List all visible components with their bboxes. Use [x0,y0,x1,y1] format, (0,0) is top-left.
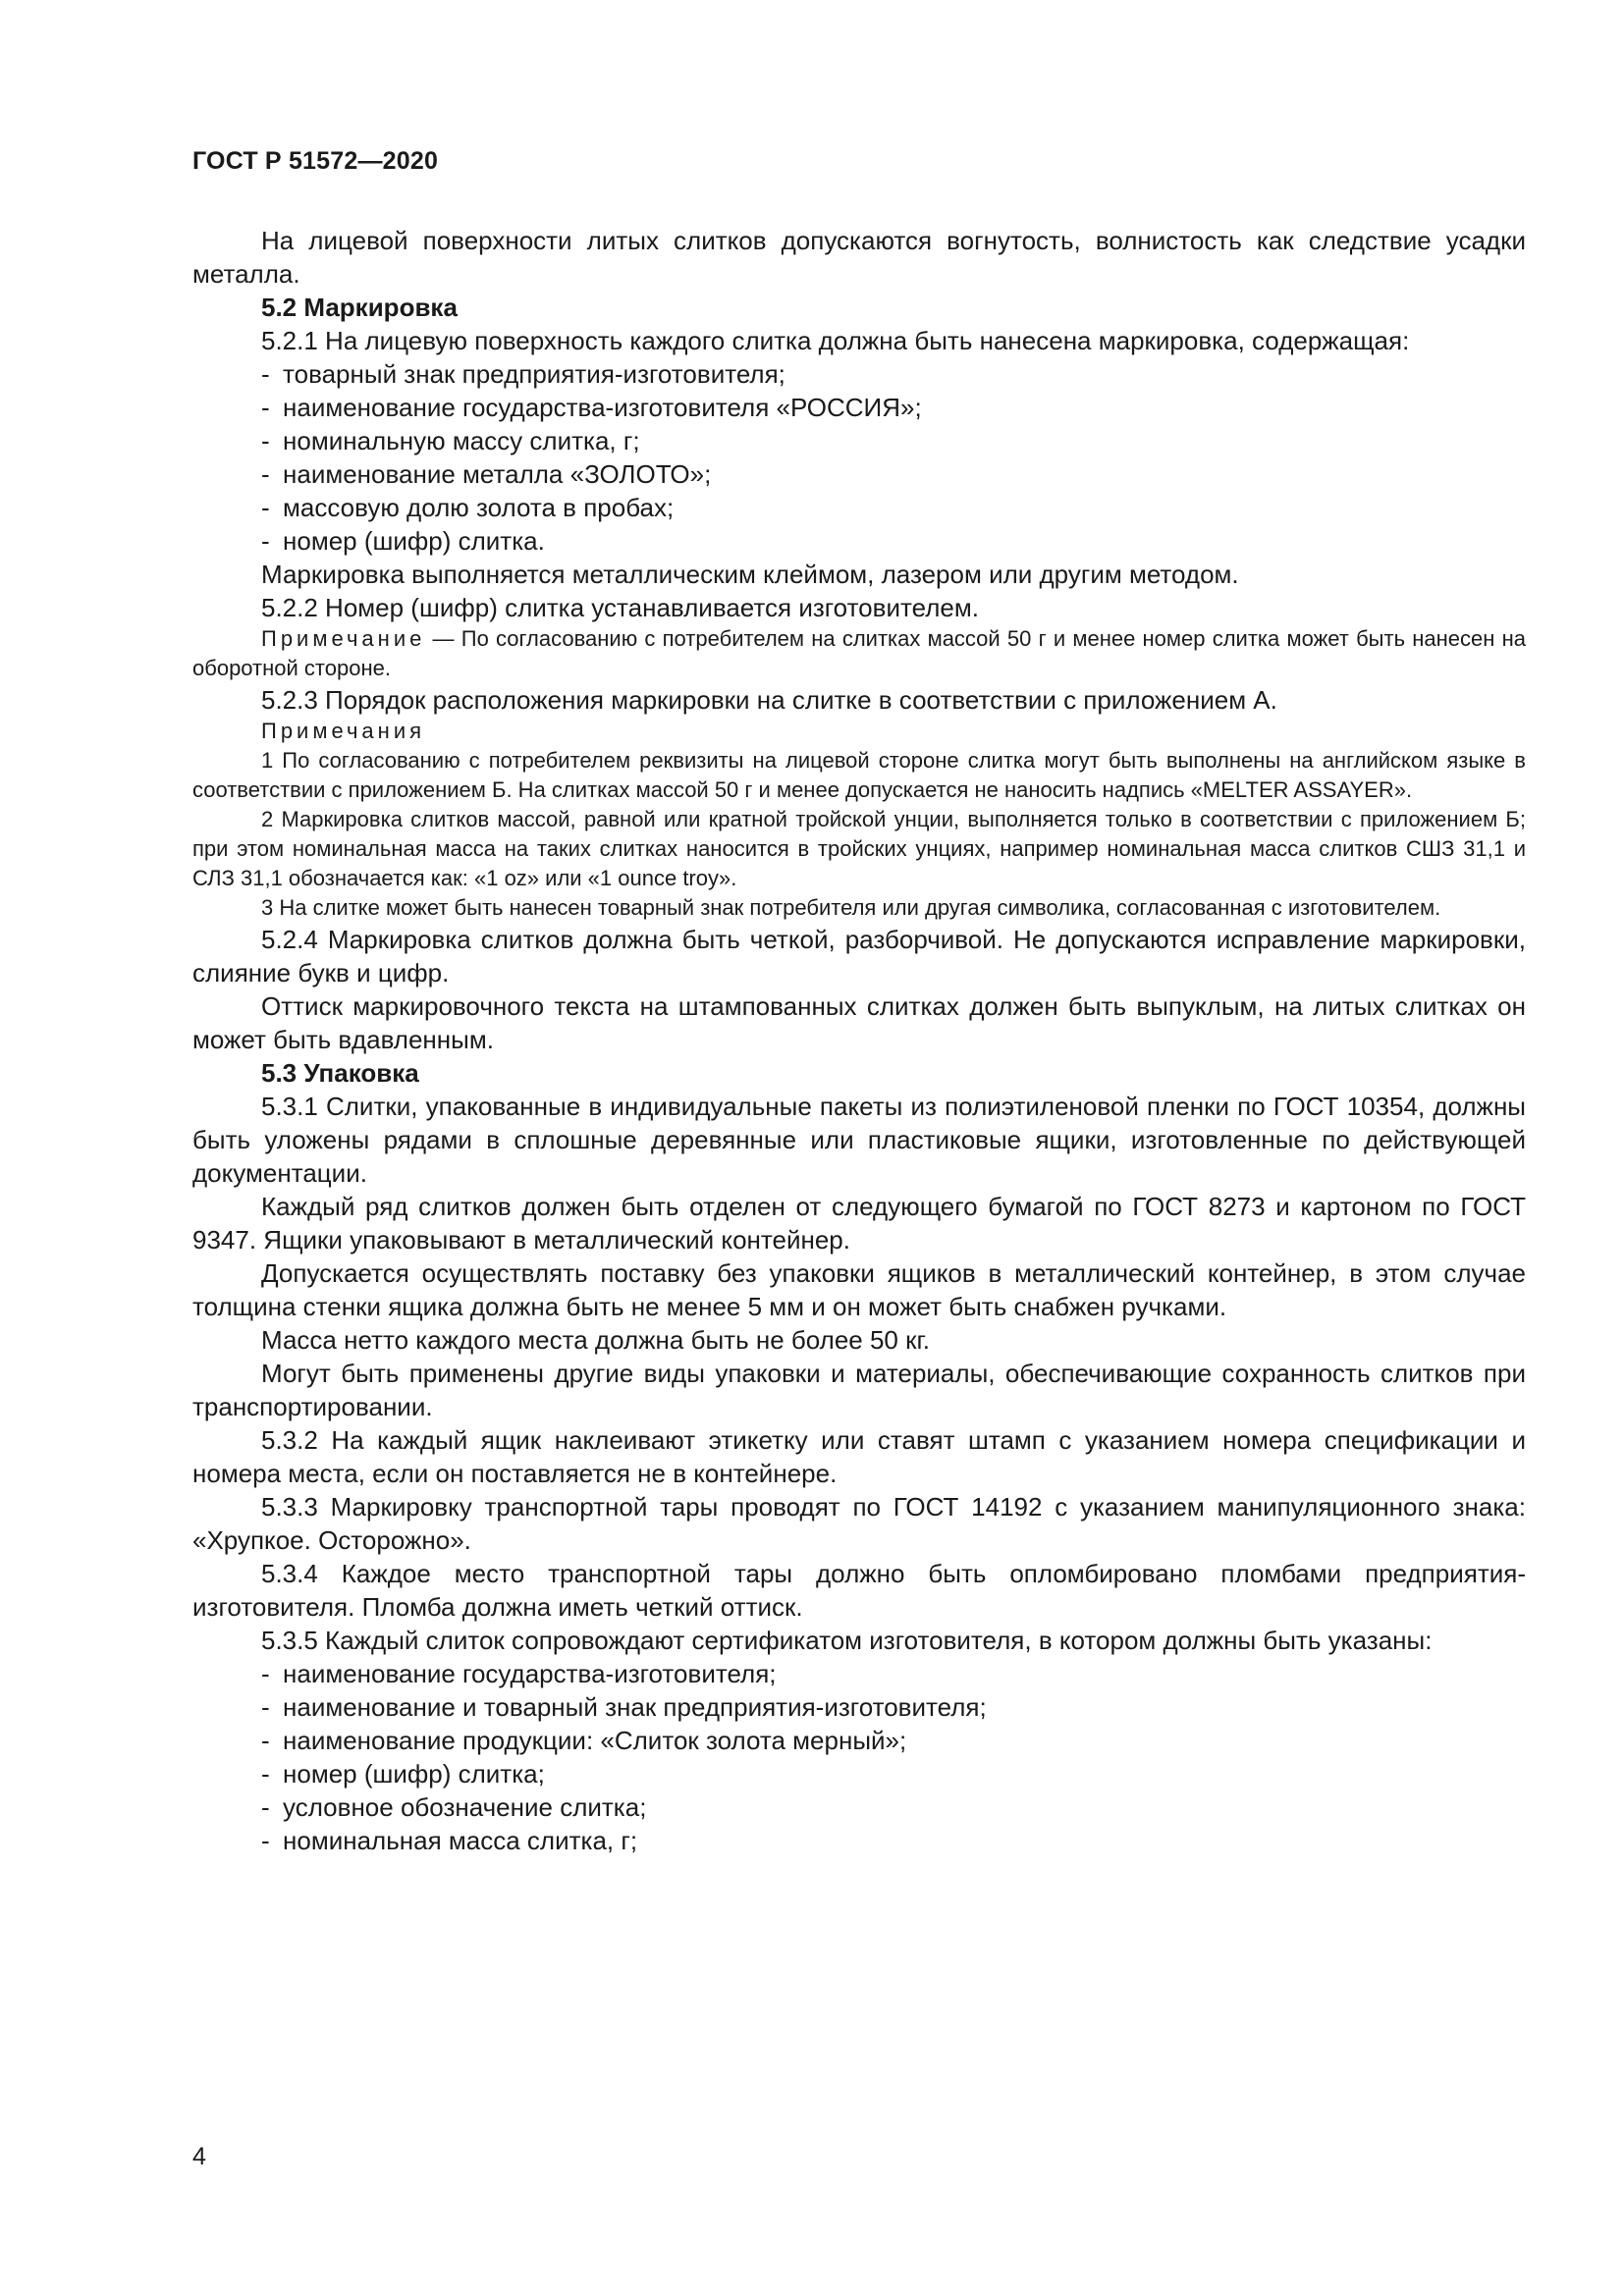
clause-5-3-1-b: Каждый ряд слитков должен быть отделен от следующего бумагой по ГОСТ 8273 и картоном по ГОСТ 9347. Ящики упаковывают в металлический контейнер. [192,1192,1526,1255]
clause-5-3-1-d: Масса нетто каждого места должна быть не более 50 кг. [261,1325,931,1355]
clause-5-3-1-c: Допускается осуществлять поставку без упаковки ящиков в металлический контейнер, в этом случае толщина стенки ящика должна быть не менее 5 мм и он может быть снабжен ручками. [192,1258,1526,1321]
list-item: - условное обозначение слитка; [261,1792,647,1822]
clause-5-3-2: 5.3.2 На каждый ящик наклеивают этикетку или ставят штамп с указанием номера спецификации и номера места, если он поставляется не в контейнере. [192,1425,1526,1488]
clause-5-3-3: 5.3.3 Маркировку транспортной тары проводят по ГОСТ 14192 с указанием манипуляционного знака: «Хрупкое. Осторожно». [192,1492,1526,1555]
clause-5-2-4-b: Оттиск маркировочного текста на штампованных слитках должен быть выпуклым, на литых слитках он может быть вдавленным. [192,991,1526,1054]
list-item: - наименование и товарный знак предприятия-изготовителя; [261,1692,987,1722]
clause-5-2-2: 5.2.2 Номер (шифр) слитка устанавливается изготовителем. [261,593,979,622]
clause-5-2-1-list [192,357,1526,558]
list-item: - наименование государства-изготовителя «РОССИЯ»; [261,393,922,422]
document-header: ГОСТ Р 51572—2020 [192,147,439,175]
list-item: - массовую долю золота в пробах; [261,493,675,522]
list-item: - товарный знак предприятия-изготовителя; [261,359,785,389]
page-number: 4 [192,2143,206,2170]
note-item: 2 Маркировка слитков массой, равной или кратной тройской унции, выполняется только в соответствии с приложением Б; при этом номинальная масса на таких слитках наносится в тройских унциях, например номинальная масса слитков СШЗ 31,1 и СЛЗ 31,1 обозначается как: «1 oz» или «1 ounce troy». [192,807,1526,890]
list-item: - наименование государства-изготовителя; [261,1659,777,1688]
list-item: - номер (шифр) слитка. [261,526,545,556]
list-item: - номер (шифр) слитка; [261,1759,545,1789]
section-5-3-title: 5.3 Упаковка [261,1058,419,1088]
list-item: - наименование металла «ЗОЛОТО»; [261,459,712,489]
note-1: Примечание — По согласованию с потребителем на слитках массой 50 г и менее номер слитка может быть нанесен на оборотной стороне. [192,626,1526,680]
clause-5-3-1-e: Могут быть применены другие виды упаковки и материалы, обеспечивающие сохранность слитков при транспортировании. [192,1359,1526,1421]
list-item: - номинальная масса слитка, г; [261,1826,638,1855]
clause-5-3-5: 5.3.5 Каждый слиток сопровождают сертификатом изготовителя, в котором должны быть указаны: [261,1626,1433,1655]
clause-5-3-5-list [192,1657,1526,1857]
clause-5-2-1: 5.2.1 На лицевую поверхность каждого слитка должна быть нанесена маркировка, содержащая: [261,326,1410,355]
document-body [192,224,1526,1857]
note-item: 3 На слитке может быть нанесен товарный знак потребителя или другая символика, согласованная с изготовителем. [261,895,1441,920]
clause-5-3-1: 5.3.1 Слитки, упакованные в индивидуальные пакеты из полиэтиленовой пленки по ГОСТ 10354, должны быть уложены рядами в сплошные деревянные или пластиковые ящики, изготовленные по действующей документации. [192,1092,1526,1188]
clause-5-3-4: 5.3.4 Каждое место транспортной тары должно быть опломбировано пломбами предприятия-изготовителя. Пломба должна иметь четкий оттиск. [192,1559,1526,1622]
intro-paragraph: На лицевой поверхности литых слитков допускаются вогнутость, волнистость как следствие усадки металла. [192,226,1526,289]
section-5-2-title: 5.2 Маркировка [261,293,458,322]
list-item: - наименование продукции: «Слиток золота мерный»; [261,1726,907,1755]
note-item: 1 По согласованию с потребителем реквизиты на лицевой стороне слитка могут быть выполнены на английском языке в соответствии с приложением Б. На слитках массой 50 г и менее допускается не наносить надпись «MELTER ASSAYER». [192,748,1526,802]
clause-5-2-3: 5.2.3 Порядок расположения маркировки на слитке в соответствии с приложением А. [261,685,1277,715]
clause-5-2-1-tail: Маркировка выполняется металлическим клеймом, лазером или другим методом. [261,560,1239,589]
list-item: - номинальную массу слитка, г; [261,426,640,455]
clause-5-2-4: 5.2.4 Маркировка слитков должна быть четкой, разборчивой. Не допускаются исправление маркировки, слияние букв и цифр. [192,925,1526,988]
notes-label: Примечания [261,719,426,743]
note-label: Примечание [261,626,426,651]
